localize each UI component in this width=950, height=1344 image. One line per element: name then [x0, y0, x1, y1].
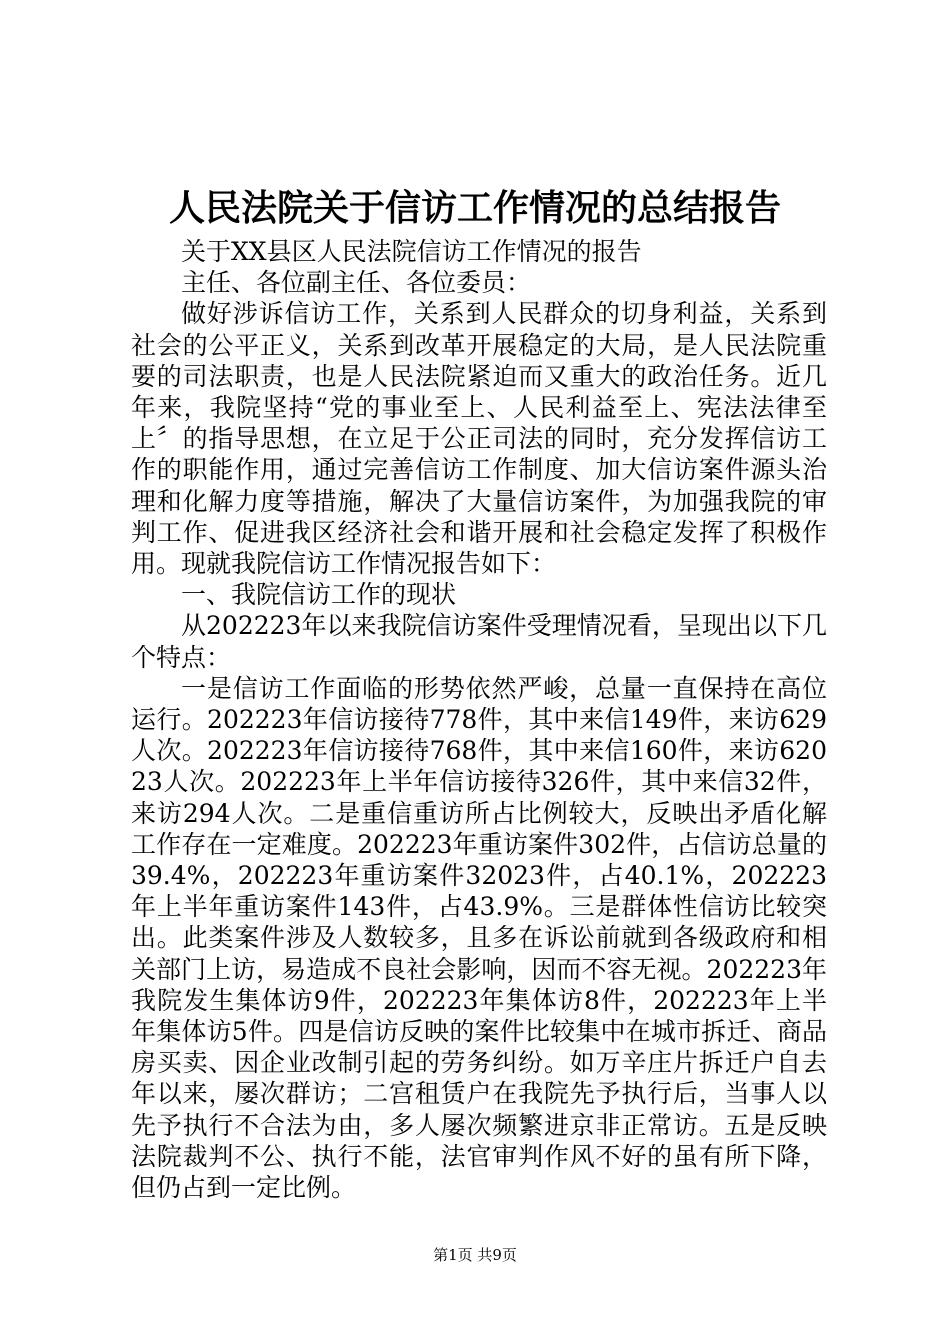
section-heading: 一、我院信访工作的现状: [181, 580, 457, 610]
salutation: 主任、各位副主任、各位委员：: [181, 268, 532, 298]
overview-paragraph: 从202223年以来我院信访案件受理情况看，呈现出以下几个特点：: [131, 611, 827, 672]
document-title: 人民法院关于信访工作情况的总结报告: [168, 187, 781, 229]
intro-paragraph: 做好涉诉信访工作，关系到人民群众的切身利益，关系到社会的公平正义，关系到改革开展稳定的大局，是人民法院重要的司法职责，也是人民法院紧迫而又重大的政治任务。近几年来，我院坚持“党的事业至上、人民利益至上、宪法法律至上〞的指导思想，在立足于公正司法的同时，充分发挥信访工作的职能作用，通过完善信访工作制度、加大信访案件源头治理和化解力度等措施，解决了大量信访案件，为加强我院的审判工作、促进我区经济社会和谐开展和社会稳定发挥了积极作用。现就我院信访工作情况报告如下：: [131, 299, 827, 579]
report-subtitle: 关于XX县区人民法院信访工作情况的报告: [181, 237, 642, 266]
details-paragraph: 一是信访工作面临的形势依然严峻，总量一直保持在高位运行。202223年信访接待778件，其中来信149件，来访629人次。202223年信访接待768件，其中来信160件，来访62023人次。202223年上半年信访接待326件，其中来信32件，来访294人次。二是重信重访所占比例较大，反映出矛盾化解工作存在一定难度。202223年重访案件302件，占信访总量的39.4%，202223年重访案件32023件，占40.1%，202223年上半年重访案件143件，占43.9%。三是群体性信访比较突出。此类案件涉及人数较多，且多在诉讼前就到各级政府和相关部门上访，易造成不良社会影响，因而不容无视。202223年我院发生集体访9件，202223年集体访8件，202223年上半年集体访5件。四是信访反映的案件比较集中在城市拆迁、商品房买卖、因企业改制引起的劳务纠纷。如万辛庄片拆迁户自去年以来，屡次群访；二宫租赁户在我院先予执行后，当事人以先予执行不合法为由，多人屡次频繁进京非正常访。五是反映法院裁判不公、执行不能，法官审判作风不好的虽有所下降，但仍占到一定比例。: [131, 673, 827, 1203]
page-footer: 第1页 共9页: [433, 1246, 517, 1264]
document-body: [131, 236, 827, 1203]
